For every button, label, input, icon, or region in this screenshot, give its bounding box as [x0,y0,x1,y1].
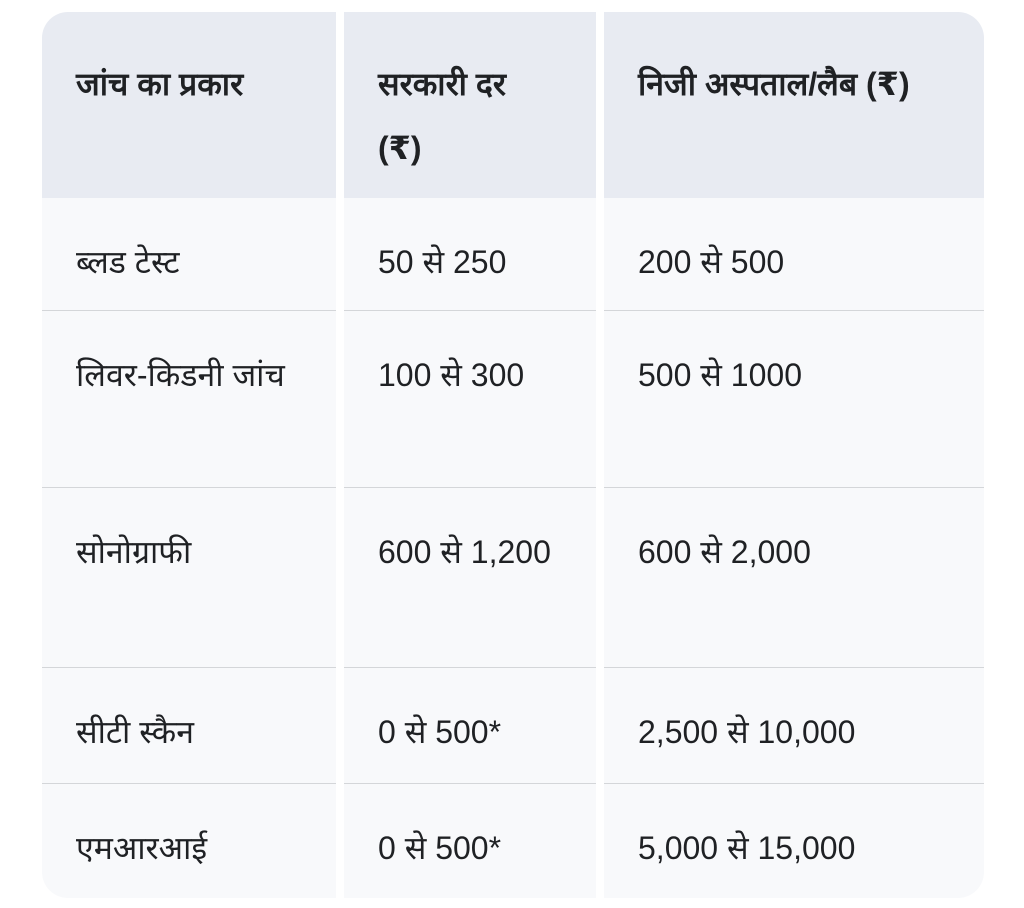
column-gutter [336,12,344,198]
cell-private-rate: 500 से 1000 [604,310,984,487]
cell-test-type: एमआरआई [42,783,336,898]
price-comparison-table [42,12,984,898]
column-gutter [596,487,604,667]
column-gutter [596,310,604,487]
cell-test-type: लिवर-किडनी जांच [42,310,336,487]
column-gutter [336,667,344,783]
cell-private-rate: 600 से 2,000 [604,487,984,667]
cell-test-type: ब्लड टेस्ट [42,198,336,310]
table-header-row [42,12,984,198]
table-row [42,198,984,310]
table-row [42,487,984,667]
cell-govt-rate: 600 से 1,200 [344,487,596,667]
header-cell-test-type: जांच का प्रकार [42,12,336,198]
table-row [42,783,984,898]
column-gutter [596,667,604,783]
table-row [42,310,984,487]
cell-test-type: सोनोग्राफी [42,487,336,667]
table-row [42,667,984,783]
column-gutter [336,783,344,898]
column-gutter [336,487,344,667]
header-cell-private-rate: निजी अस्पताल/लैब (₹) [604,12,984,198]
cell-govt-rate: 50 से 250 [344,198,596,310]
cell-test-type: सीटी स्कैन [42,667,336,783]
column-gutter [596,198,604,310]
header-cell-govt-rate: सरकारी दर (₹) [344,12,596,198]
cell-govt-rate: 0 से 500* [344,667,596,783]
cell-private-rate: 5,000 से 15,000 [604,783,984,898]
column-gutter [596,12,604,198]
column-gutter [336,198,344,310]
cell-govt-rate: 0 से 500* [344,783,596,898]
column-gutter [596,783,604,898]
column-gutter [336,310,344,487]
cell-private-rate: 200 से 500 [604,198,984,310]
cell-govt-rate: 100 से 300 [344,310,596,487]
cell-private-rate: 2,500 से 10,000 [604,667,984,783]
